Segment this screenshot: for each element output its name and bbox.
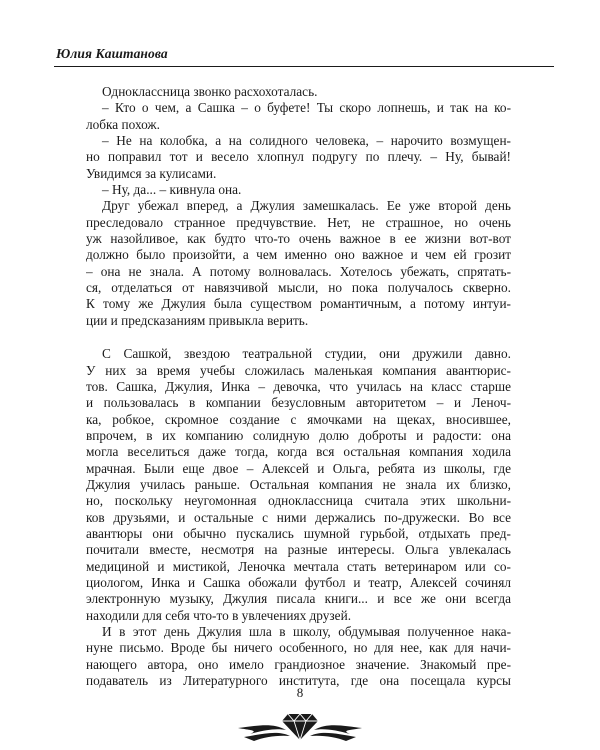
text-line: – Не на колобка, а на солидного человека, – нарочито возмущен- — [102, 133, 511, 149]
text-line: могла веселиться даже тогда, когда вся остальная компания ходила — [86, 444, 511, 460]
text-line: лобка похож. — [86, 116, 160, 132]
body-text — [86, 84, 511, 689]
text-line: уж назойливое, как будто что-то очень важное в ее жизни вот-вот — [86, 231, 511, 247]
text-line: тов. Сашка, Джулия, Инка – девочка, что училась на класс старше — [86, 378, 511, 394]
text-line: нуне письмо. Вроде бы ничего особенного, но для нее, как для начи- — [86, 640, 511, 656]
header-rule — [54, 66, 554, 67]
text-line: впрочем, в их компанию солидную долю доброты и радости: она — [86, 427, 511, 443]
text-line: ка, робкое, скромное создание с ямочками на щеках, вносившее, — [86, 411, 511, 427]
text-line: но, поскольку неугомонная одноклассница считала этих школьни- — [86, 493, 511, 509]
text-line: И в этот день Джулия шла в школу, обдумывая полученное нака- — [102, 624, 511, 639]
text-line: преследовало странное предчувствие. Нет, не страшное, но очень — [86, 214, 511, 230]
text-line: медициной и мистикой, Леночка мечтала стать ветеринаром или со- — [86, 558, 511, 574]
text-line: электронную музыку, Джулия писала книги... и все же они всегда — [86, 591, 511, 607]
text-line: ков друзьями, и остальные с ними держались по-дружески. Во все — [86, 509, 511, 525]
text-line: Увидимся за кулисами. — [86, 165, 217, 181]
text-line: нающего автора, оно имело грандиозное значение. Знакомый пре- — [86, 656, 511, 672]
paragraph-gap — [86, 329, 511, 346]
text-line: и пользовалась в компании безусловным авторитетом – и Леноч- — [86, 395, 511, 411]
text-line: ции и предсказаниям привыкла верить. — [86, 312, 309, 328]
text-line: подаватель из Литературного института, где она посещала курсы — [86, 673, 511, 689]
text-line: Одноклассница звонко расхохоталась. — [102, 84, 318, 99]
text-line: циологом, Инка и Сашка обожали футбол и театр, Алексей сочинял — [86, 574, 511, 590]
text-line: У них за время учебы сложилась маленькая компания авантюрис- — [86, 362, 511, 378]
running-header-author: Юлия Каштанова — [56, 46, 168, 61]
text-line: ся, отделаться от навязчивой мысли, но пока получалось скверно. — [86, 280, 511, 296]
text-line: Друг убежал вперед, а Джулия замешкалась. Ее уже второй день — [102, 198, 511, 214]
text-line: почитали вместе, несмотря на разные интересы. Ольга увлекалась — [86, 542, 511, 558]
text-line: но поправил тот и весело хлопнул подругу по плечу. – Ну, бывай! — [86, 149, 511, 165]
text-line: К тому же Джулия была существом романтичным, а потому интуи- — [86, 296, 511, 312]
page-number: 8 — [296, 685, 304, 700]
diamond-ornament-icon — [236, 704, 364, 744]
text-line: авантюры они обычно пускались шумной гурьбой, отдыхать пред- — [86, 525, 511, 541]
text-line: С Сашкой, звездою театральной студии, они дружили давно. — [102, 346, 511, 362]
text-line: – Ну, да... – кивнула она. — [102, 182, 242, 198]
text-line: Джулия училась раньше. Остальная компания не знала их близко, — [86, 476, 511, 492]
text-line: находили для себя что-то в увлечениях друзей. — [86, 607, 352, 623]
text-line: должно было произойти, а чем именно оно важное и чем ей грозит — [86, 247, 511, 263]
text-line: – Кто о чем, а Сашка – о буфете! Ты скоро лопнешь, и так на ко- — [102, 100, 511, 116]
text-line: – она не знала. А потому волновалась. Хотелось убежать, спрятать- — [86, 263, 511, 279]
text-line: мрачная. Были еще двое – Алексей и Ольга, ребята из школы, где — [86, 460, 511, 476]
